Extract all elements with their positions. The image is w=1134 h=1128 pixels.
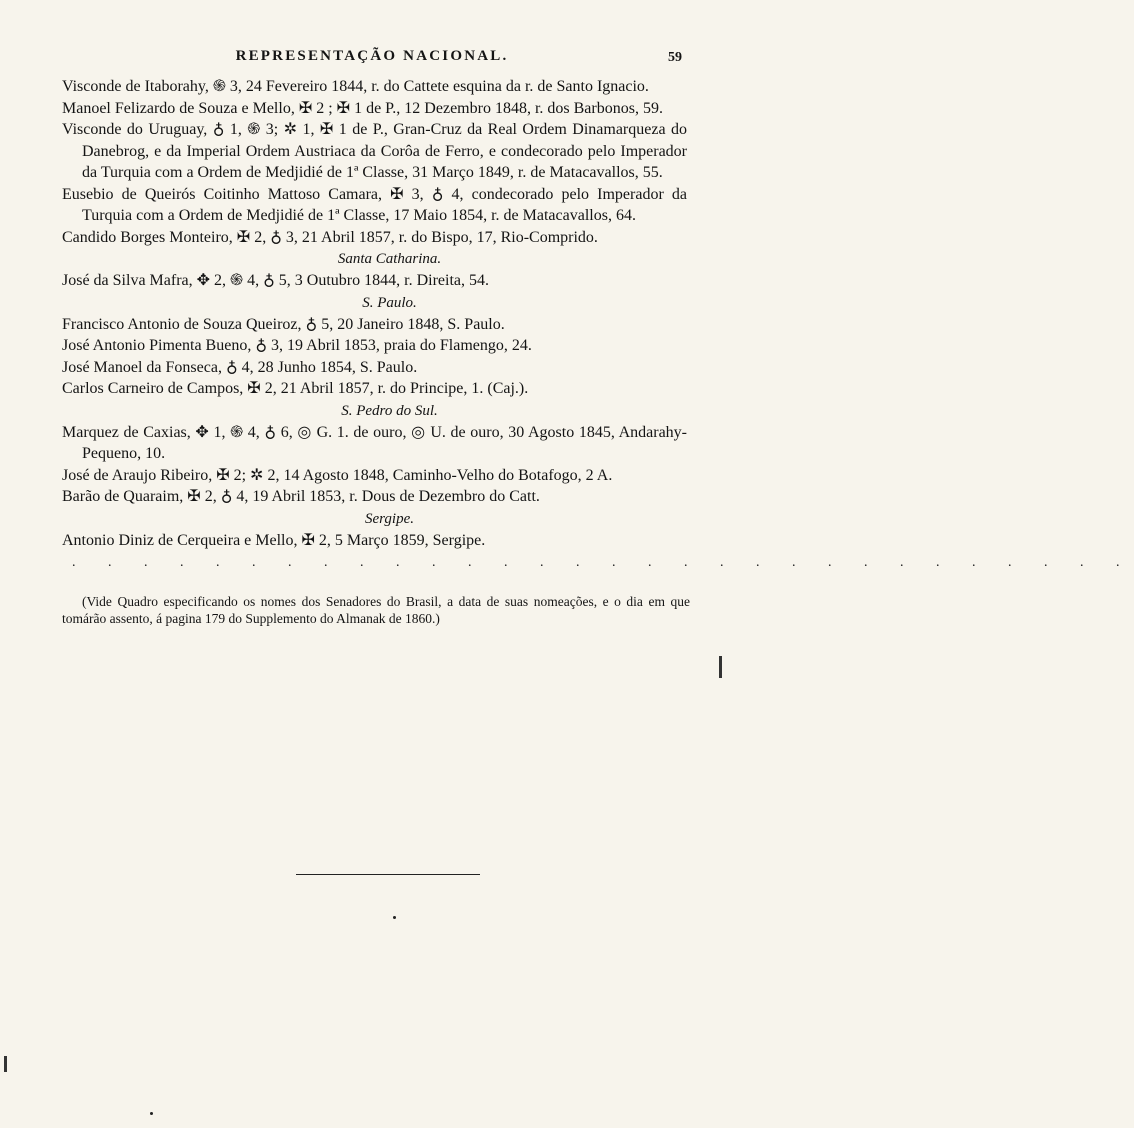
list-item: Francisco Antonio de Souza Queiroz, ♁ 5, 20 Janeiro 1848, S. Paulo. <box>62 315 505 333</box>
ink-speck <box>393 916 396 919</box>
edge-mark <box>719 656 722 678</box>
list-item: Carlos Carneiro de Campos, ✠ 2, 21 Abril 1857, r. do Principe, 1. (Caj.). <box>62 380 529 397</box>
page-title: REPRESENTAÇÃO NACIONAL. <box>235 48 509 64</box>
section-heading-santa-catharina: Santa Catharina. <box>337 251 442 267</box>
list-item: Candido Borges Monteiro, ✠ 2, ♁ 3, 21 Abril 1857, r. do Bispo, 17, Rio-Comprido. <box>62 228 598 246</box>
list-item: José Antonio Pimenta Bueno, ♁ 3, 19 Abril 1853, praia do Flamengo, 24. <box>62 337 532 354</box>
list-item: José da Silva Mafra, ✥ 2, ֍ 4, ♁ 5, 3 Outubro 1844, r. Direita, 54. <box>62 272 490 289</box>
page-header <box>62 48 682 72</box>
footnote: (Vide Quadro especificando os nomes dos Senadores do Brasil, a data de suas nomeações, e o dia em que tomárão assento, á pagina 179 do Supplemento do Almanak de 1860.) <box>62 594 690 626</box>
ellipsis-dots: . . . . . . . . . . . . . . . . . . . . . . . . . . . . . . <box>72 555 1134 570</box>
section-heading-sergipe: Sergipe. <box>364 510 414 527</box>
list-item: Eusebio de Queirós Coitinho Mattoso Camara, ✠ 3, ♁ 4, condecorado pelo Imperador da Turquia com a Ordem de Medjidié de 1ª Classe, 17 Maio 1854, r. de Matacavallos, 64. <box>62 185 687 224</box>
section-heading-s-paulo: S. Paulo. <box>362 294 417 311</box>
section-heading-s-pedro-do-sul: S. Pedro do Sul. <box>341 402 438 419</box>
list-item: Antonio Diniz de Cerqueira e Mello, ✠ 2, 5 Março 1859, Sergipe. <box>62 531 486 549</box>
list-item: José Manoel da Fonseca, ♁ 4, 28 Junho 1854, S. Paulo. <box>62 358 418 376</box>
list-item: Barão de Quaraim, ✠ 2, ♁ 4, 19 Abril 1853, r. Dous de Dezembro do Catt. <box>62 488 540 505</box>
section-divider <box>296 874 480 875</box>
list-item: Manoel Felizardo de Souza e Mello, ✠ 2 ; ✠ 1 de P., 12 Dezembro 1848, r. dos Barbonos, 59. <box>62 99 663 117</box>
page-number: 59 <box>668 50 682 65</box>
senator-list <box>62 76 1134 627</box>
edge-mark <box>4 1056 7 1072</box>
list-item: José de Araujo Ribeiro, ✠ 2; ✲ 2, 14 Agosto 1848, Caminho-Velho do Botafogo, 2 A. <box>62 466 613 484</box>
ink-speck <box>150 1112 153 1115</box>
list-item: Marquez de Caxias, ✥ 1, ֍ 4, ♁ 6, ◎ G. 1. de ouro, ◎ U. de ouro, 30 Agosto 1845, Andarahy-Pequeno, 10. <box>62 423 687 462</box>
list-item: Visconde do Uruguay, ♁ 1, ֍ 3; ✲ 1, ✠ 1 de P., Gran-Cruz da Real Ordem Dinamarqueza do Danebrog, e da Imperial Ordem Austriaca da Corôa de Ferro, e condecorado pelo Imperador da Turquia com a Ordem de Medjidié de 1ª Classe, 31 Março 1849, r. de Matacavallos, 55. <box>62 121 687 181</box>
list-item: Visconde de Itaborahy, ֍ 3, 24 Fevereiro 1844, r. do Cattete esquina da r. de Santo Ignacio. <box>62 78 649 95</box>
